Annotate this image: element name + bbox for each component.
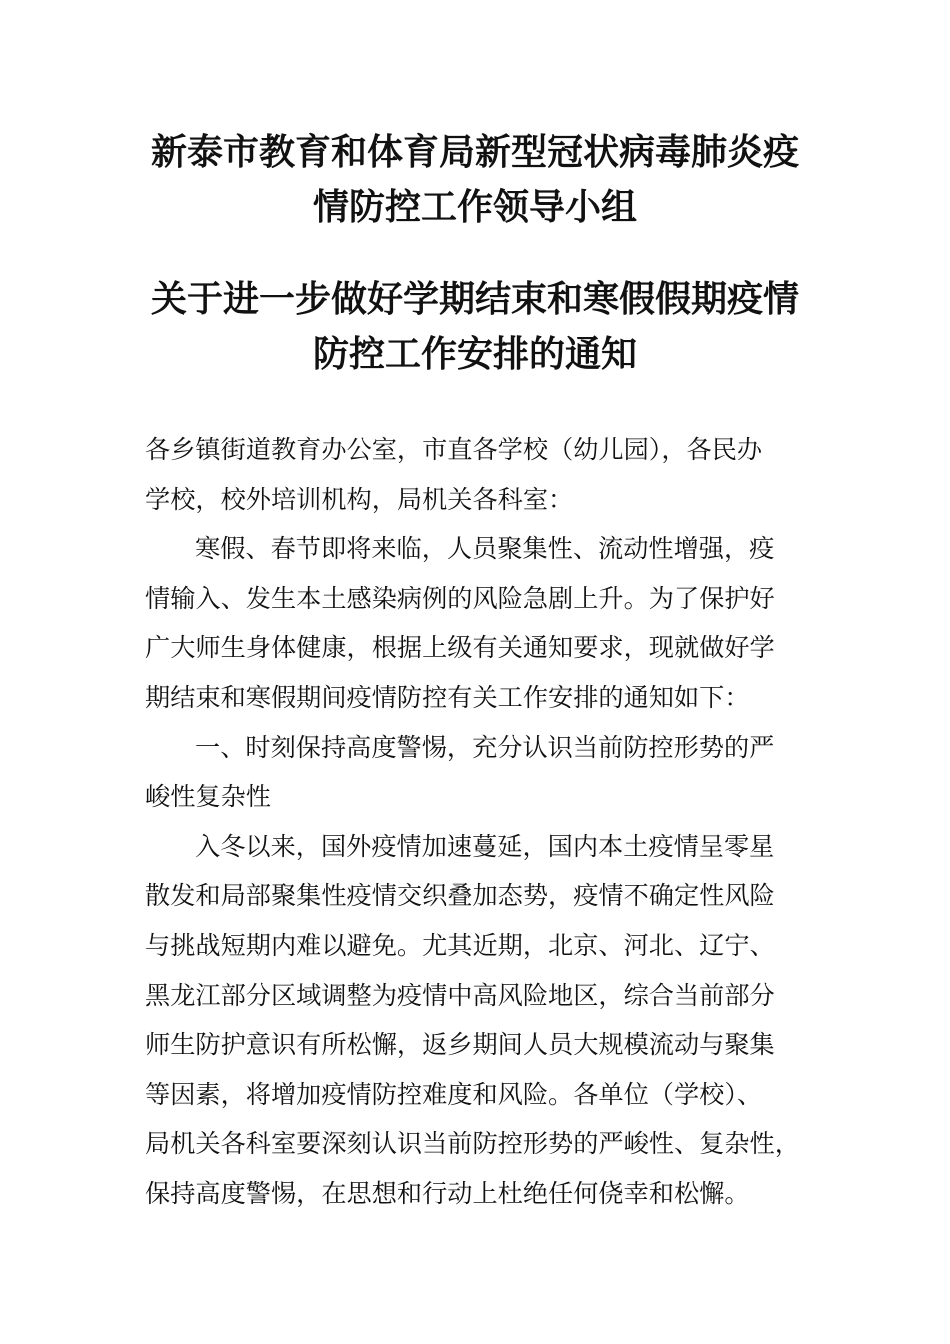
paragraph-situation-line-1: 入冬以来，国外疫情加速蔓延，国内本土疫情呈零星 [195,831,775,861]
org-title [0,125,950,235]
section-heading-line-2: 峻性复杂性 [145,782,271,812]
org-title-line-1: 新泰市教育和体育局新型冠状病毒肺炎疫 [150,132,799,173]
paragraph-intro-line-4: 期结束和寒假期间疫情防控有关工作安排的通知如下： [145,682,750,712]
paragraph-situation-line-3: 与挑战短期内难以避免。尤其近期，北京、河北、辽宁、 [145,930,775,960]
paragraph-situation-line-6: 等因素，将增加疫情防控难度和风险。各单位（学校）、 [145,1079,763,1109]
paragraph-intro-line-2: 情输入、发生本土感染病例的风险急剧上升。为了保护好 [145,583,775,613]
paragraph-intro-line-1: 寒假、春节即将来临，人员聚集性、流动性增强，疫 [195,534,775,564]
paragraph-situation-line-4: 黑龙江部分区域调整为疫情中高风险地区，综合当前部分 [145,980,775,1010]
notice-body [145,425,835,1219]
paragraph-intro-line-3: 广大师生身体健康，根据上级有关通知要求，现就做好学 [145,633,775,663]
section-heading-line-1: 一、时刻保持高度警惕，充分认识当前防控形势的严 [195,732,775,762]
salutation-line-2: 学校，校外培训机构，局机关各科室： [145,484,574,514]
notice-title-line-2: 防控工作安排的通知 [312,334,637,375]
org-title-line-2: 情防控工作领导小组 [312,187,637,228]
paragraph-situation-line-7: 局机关各科室要深刻认识当前防控形势的严峻性、复杂性， [145,1129,800,1159]
paragraph-situation-line-2: 散发和局部聚集性疫情交织叠加态势，疫情不确定性风险 [145,881,775,911]
salutation-line-1: 各乡镇街道教育办公室，市直各学校（幼儿园），各民办 [145,435,763,464]
notice-title [0,272,950,382]
notice-title-line-1: 关于进一步做好学期结束和寒假假期疫情 [150,279,799,320]
paragraph-situation-line-5: 师生防护意识有所松懈，返乡期间人员大规模流动与聚集 [145,1030,775,1060]
paragraph-situation-line-8: 保持高度警惕，在思想和行动上杜绝任何侥幸和松懈。 [145,1178,750,1208]
